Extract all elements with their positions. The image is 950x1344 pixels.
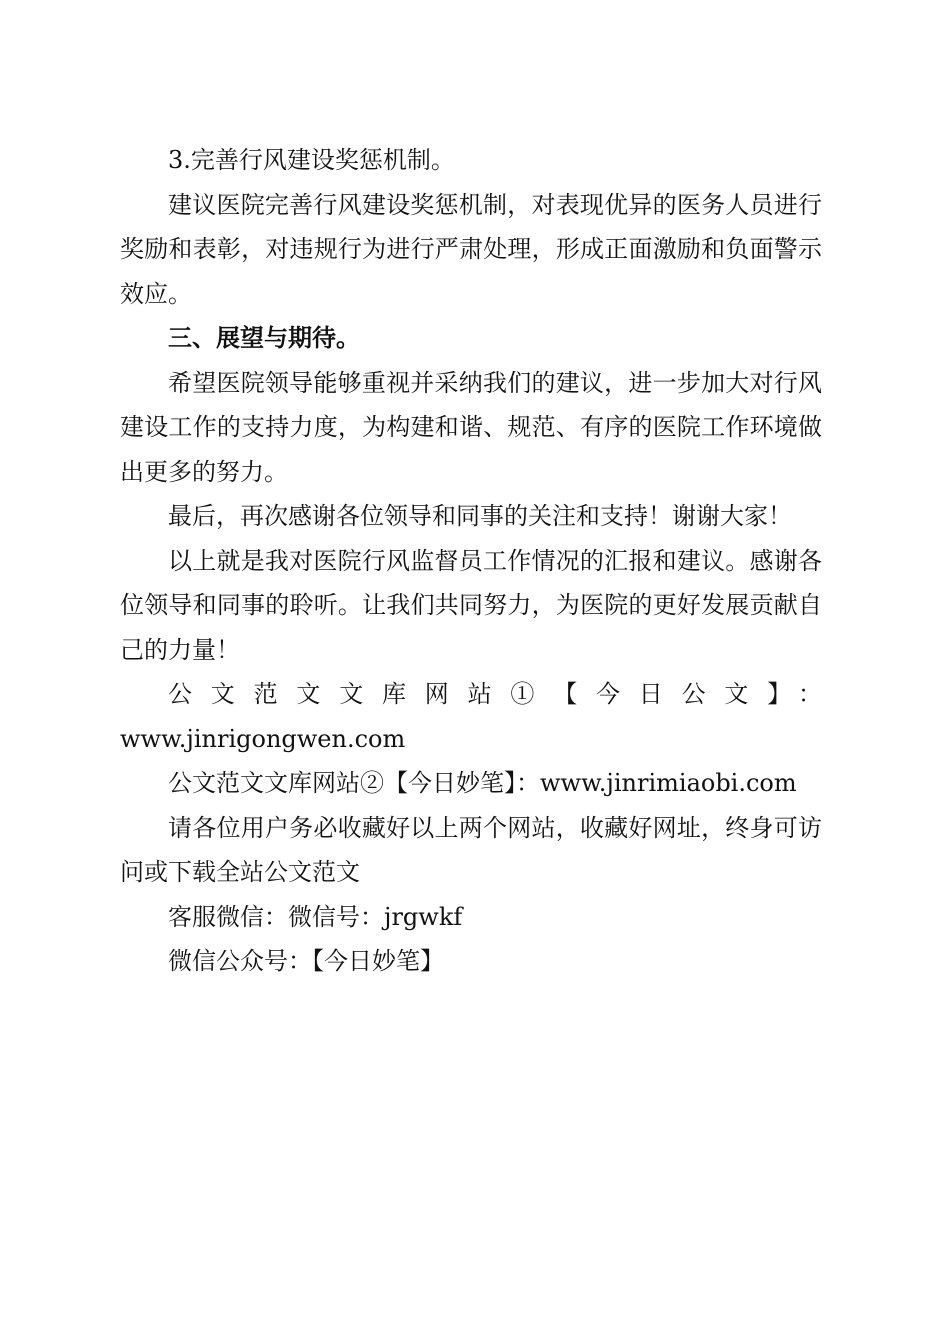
website-1-label: 公文范文文库网站①【今日公文】： <box>168 680 822 708</box>
wechat-service: 客服微信：微信号：jrgwkf <box>168 902 463 931</box>
website-1-url[interactable]: www.jinrigongwen.com <box>120 724 406 753</box>
website-1-url-line <box>120 717 822 762</box>
reminder-paragraph: 请各位用户务必收藏好以上两个网站，收藏好网址，终身可访问或下载全站公文范文 <box>120 813 822 886</box>
document-page <box>120 138 822 984</box>
body-paragraph: 最后，再次感谢各位领导和同事的关注和支持！谢谢大家！ <box>168 502 792 530</box>
body-paragraph: 以上就是我对医院行风监督员工作情况的汇报和建议。感谢各位领导和同事的聆听。让我们共同努力，为医院的更好发展贡献自己的力量！ <box>120 546 822 664</box>
body-paragraph: 建议医院完善行风建设奖惩机制，对表现优异的医务人员进行奖励和表彰，对违规行为进行严肃处理，形成正面激励和负面警示效应。 <box>120 190 822 308</box>
website-2-line: 公文范文文库网站②【今日妙笔】：www.jinrimiaobi.com <box>168 769 797 797</box>
wechat-official-account: 微信公众号：【今日妙笔】 <box>168 947 444 975</box>
website-1-line <box>120 672 822 717</box>
section-item-title: 3.完善行风建设奖惩机制。 <box>168 146 455 174</box>
body-paragraph: 希望医院领导能够重视并采纳我们的建议，进一步加大对行风建设工作的支持力度，为构建和谐、规范、有序的医院工作环境做出更多的努力。 <box>120 368 822 486</box>
section-heading: 三、展望与期待。 <box>168 324 360 352</box>
